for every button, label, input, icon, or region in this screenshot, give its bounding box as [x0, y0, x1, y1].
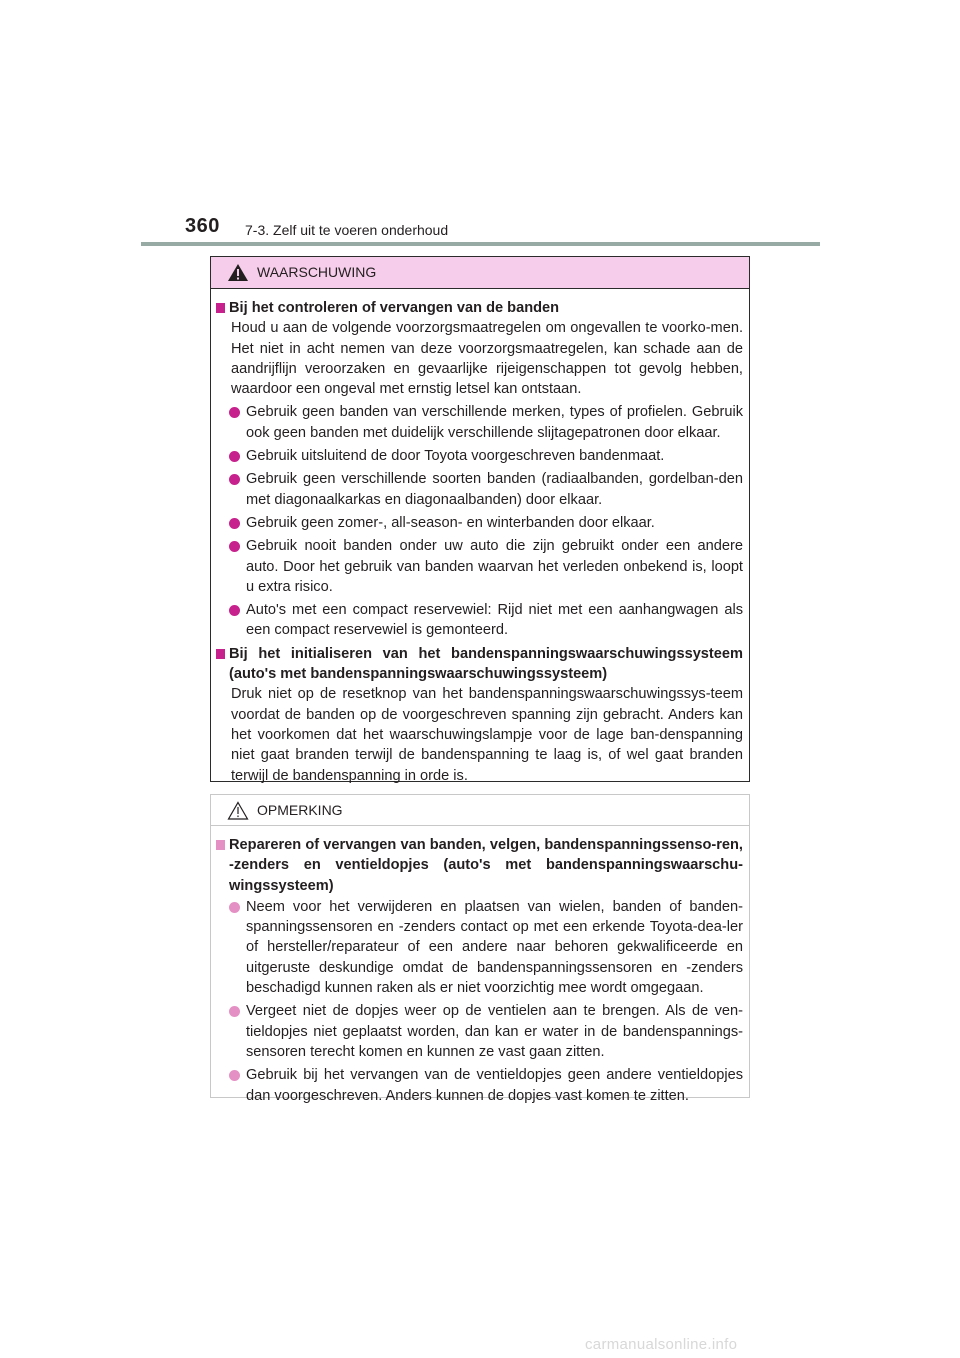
warning-bullet — [229, 402, 743, 443]
warning-bullet — [229, 600, 743, 641]
warning-triangle-icon — [227, 263, 249, 282]
warning-section-title: Bij het initialiseren van het bandenspanningswaarschuwingssysteem (auto's met bandenspanningswaarschuwingssysteem) — [229, 645, 743, 683]
warning-label: WAARSCHUWING — [257, 264, 377, 280]
note-bullet-text: Neem voor het verwijderen en plaatsen van wielen, banden of banden-spanningssensoren en -zenders contact op met een erkende Toyota-dea-ler of hersteller/reparateur of een andere naar behoren gekwalificeerde en uitgeruste deskundige omdat de bandenspanningssensoren en -zenders beschadigd kunnen raken als er niet voorzichtig mee wordt omgegaan. — [246, 898, 743, 997]
note-bullet-text: Gebruik bij het vervangen van de ventieldopjes geen andere ventieldopjes dan voorgeschreven. Anders kunnen de dopjes vast komen te zitten. — [246, 1067, 743, 1104]
section-title: 7-3. Zelf uit te voeren onderhoud — [245, 222, 449, 238]
round-bullet-icon — [229, 407, 240, 418]
note-box — [210, 794, 750, 1104]
warning-bullet — [229, 469, 743, 510]
warning-box — [210, 256, 750, 782]
note-content — [211, 826, 749, 1106]
warning-bullet-text: Gebruik geen zomer-, all-season- en winterbanden door elkaar. — [246, 514, 655, 531]
note-label: OPMERKING — [257, 802, 343, 818]
round-bullet-icon — [229, 541, 240, 552]
header-divider — [141, 242, 820, 246]
round-bullet-icon — [229, 518, 240, 529]
round-bullet-icon — [229, 474, 240, 485]
note-section-title: Repareren of vervangen van banden, velgen, bandenspanningssenso-ren, -zenders en ventieldopjes (auto's met bandenspanningswaarschu-wingssysteem) — [229, 837, 743, 894]
note-bullet-text: Vergeet niet de dopjes weer op de ventielen aan te brengen. Als de ven-tieldopjes niet geplaatst worden, dan kan er water in de bandenspannings-sensoren terecht komen en kunnen ze vast gaan zitten. — [246, 1003, 743, 1060]
caution-outline-triangle-icon — [227, 801, 249, 820]
warning-section-text: Druk niet op de resetknop van het bandenspanningswaarschuwingssys-teem voordat de banden op de voorgeschreven spanning zijn gebracht. Anders kan het voorkomen dat het waarschuwingslampje voor de lage ban-denspanning niet gaat branden terwijl de bandenspanning te laag is, of wel gaat branden terwijl de bandenspanning in orde is. — [231, 686, 743, 784]
round-bullet-icon — [229, 605, 240, 616]
warning-section-text: Houd u aan de volgende voorzorgsmaatregelen om ongevallen te voorko-men. Het niet in acht nemen van deze voorzorgsmaatregelen, kan schade aan de aandrijflijn veroorzaken en gevaarlijke rijeigenschappen tot gevolg hebben, waardoor een ongeval met ernstig letsel kan ontstaan. — [231, 320, 743, 398]
note-bullet — [229, 897, 743, 998]
warning-bullet — [229, 446, 743, 466]
warning-section — [216, 644, 743, 786]
note-bullet — [229, 1001, 743, 1062]
warning-section-title: Bij het controleren of vervangen van de banden — [229, 300, 560, 316]
warning-header — [211, 257, 749, 289]
note-header — [211, 795, 749, 826]
warning-bullet-text: Gebruik geen verschillende soorten banden (radiaalbanden, gordelban-den met diagonaalkarkas en diagonaalbanden) door elkaar. — [246, 471, 743, 508]
warning-bullet-text: Gebruik geen banden van verschillende merken, types of profielen. Gebruik ook geen banden met duidelijk verschillende slijtagepatronen door elkaar. — [246, 404, 743, 441]
warning-bullet — [229, 536, 743, 597]
page-header — [141, 212, 820, 248]
note-section — [216, 835, 743, 896]
warning-bullet-text: Auto's met een compact reservewiel: Rijd niet met een aanhangwagen als een compact reservewiel is gemonteerd. — [246, 602, 743, 639]
round-bullet-icon — [229, 1070, 240, 1081]
square-bullet-icon — [216, 649, 225, 659]
round-bullet-icon — [229, 902, 240, 913]
round-bullet-icon — [229, 1006, 240, 1017]
round-bullet-icon — [229, 451, 240, 462]
square-bullet-icon — [216, 303, 225, 313]
warning-content — [211, 289, 749, 786]
watermark-link[interactable]: carmanualsonline.info — [585, 1336, 738, 1353]
note-bullet — [229, 1065, 743, 1106]
warning-bullet-text: Gebruik nooit banden onder uw auto die zijn gebruikt onder een andere auto. Door het gebruik van banden waarvan het verleden onbekend is, loopt u extra risico. — [246, 538, 743, 595]
page-number: 360 — [185, 215, 220, 237]
warning-bullet — [229, 513, 743, 533]
square-bullet-icon — [216, 840, 225, 850]
warning-section — [216, 298, 743, 399]
warning-bullet-text: Gebruik uitsluitend de door Toyota voorgeschreven bandenmaat. — [246, 448, 665, 465]
